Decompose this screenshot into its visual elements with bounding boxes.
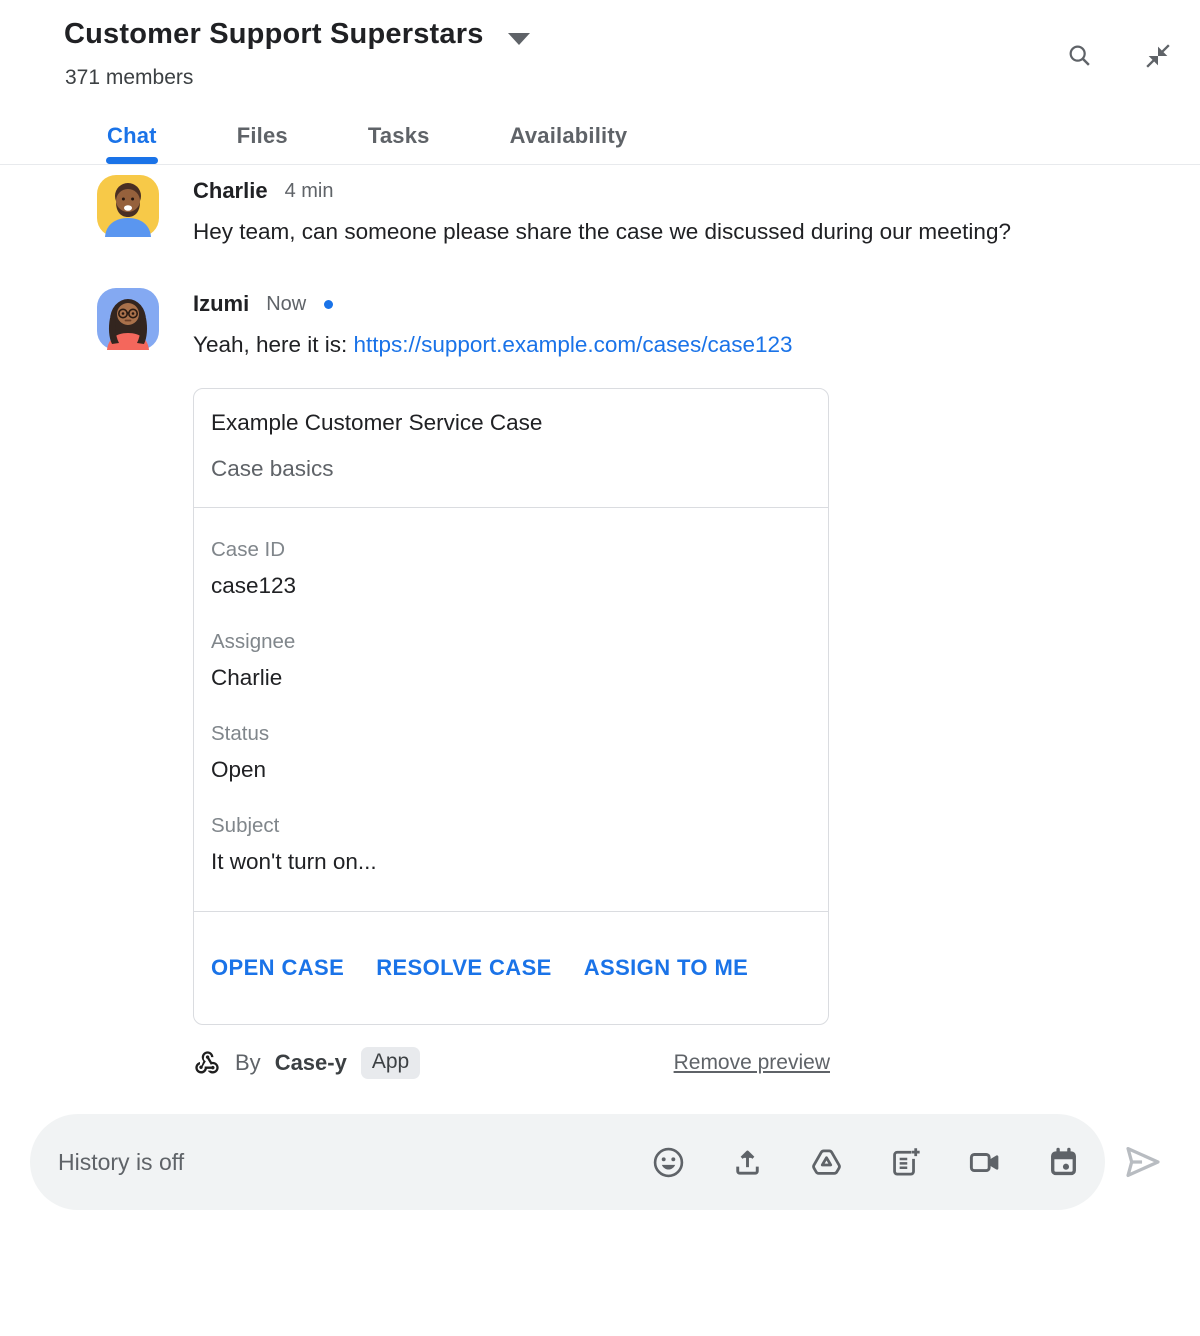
message-composer: [30, 1114, 1200, 1210]
message-charlie: [97, 175, 1200, 252]
timestamp: Now: [266, 292, 307, 315]
card-title: Example Customer Service Case: [211, 410, 543, 435]
resolve-case-button[interactable]: RESOLVE CASE: [376, 955, 552, 980]
calendar-icon[interactable]: [1046, 1145, 1081, 1180]
active-tab-underline: [106, 157, 158, 164]
tab-availability[interactable]: Availability: [509, 123, 628, 148]
emoji-icon[interactable]: [651, 1145, 686, 1180]
izumi-avatar[interactable]: [97, 288, 159, 350]
case-link[interactable]: https://support.example.com/cases/case123: [353, 332, 793, 357]
card-attribution: [193, 1047, 830, 1079]
tab-chat[interactable]: Chat: [107, 123, 157, 164]
drive-icon[interactable]: [809, 1145, 844, 1180]
message-input-container[interactable]: [30, 1114, 1105, 1210]
case-preview-card: [193, 388, 829, 1025]
upload-icon[interactable]: [730, 1145, 765, 1180]
field-case-id: Case ID case123: [211, 538, 297, 598]
charlie-avatar[interactable]: [97, 175, 159, 237]
field-status: Status Open: [211, 722, 270, 782]
video-call-icon[interactable]: [967, 1145, 1002, 1180]
tab-tasks[interactable]: Tasks: [367, 123, 430, 148]
send-icon[interactable]: [1120, 1139, 1166, 1185]
remove-preview-link[interactable]: Remove preview: [673, 1051, 830, 1074]
app-name: Case-y: [274, 1050, 347, 1075]
attribution-prefix: By: [235, 1050, 261, 1075]
presence-dot: [324, 300, 333, 309]
tab-files[interactable]: Files: [236, 123, 288, 148]
field-assignee: Assignee Charlie: [211, 630, 296, 690]
member-count: 371 members: [65, 66, 194, 89]
assign-to-me-button[interactable]: ASSIGN TO ME: [583, 955, 749, 980]
message-izumi: [97, 288, 1200, 1079]
chat-message-list: [0, 165, 1200, 1079]
webhook-icon: [193, 1049, 221, 1077]
chevron-down-icon[interactable]: [508, 33, 530, 45]
app-badge: App: [361, 1047, 420, 1079]
room-header: [0, 0, 1200, 165]
timestamp: 4 min: [284, 179, 334, 202]
open-case-button[interactable]: OPEN CASE: [211, 955, 345, 980]
search-icon[interactable]: [1066, 42, 1094, 70]
sender-name: Izumi: [193, 291, 250, 316]
field-subject: Subject It won't turn on...: [211, 814, 377, 874]
page-title: Customer Support Superstars: [64, 18, 484, 50]
message-input[interactable]: [58, 1149, 651, 1176]
collapse-icon[interactable]: [1144, 42, 1172, 70]
message-text: Yeah, here it is: https://support.example.com/cases/case123: [193, 332, 793, 357]
header-divider: [0, 164, 1200, 165]
add-task-icon[interactable]: [888, 1145, 923, 1180]
card-subtitle: Case basics: [211, 456, 334, 481]
tab-bar: [107, 123, 1200, 164]
sender-name: Charlie: [193, 178, 268, 203]
message-text: Hey team, can someone please share the case we discussed during our meeting?: [193, 219, 1011, 244]
